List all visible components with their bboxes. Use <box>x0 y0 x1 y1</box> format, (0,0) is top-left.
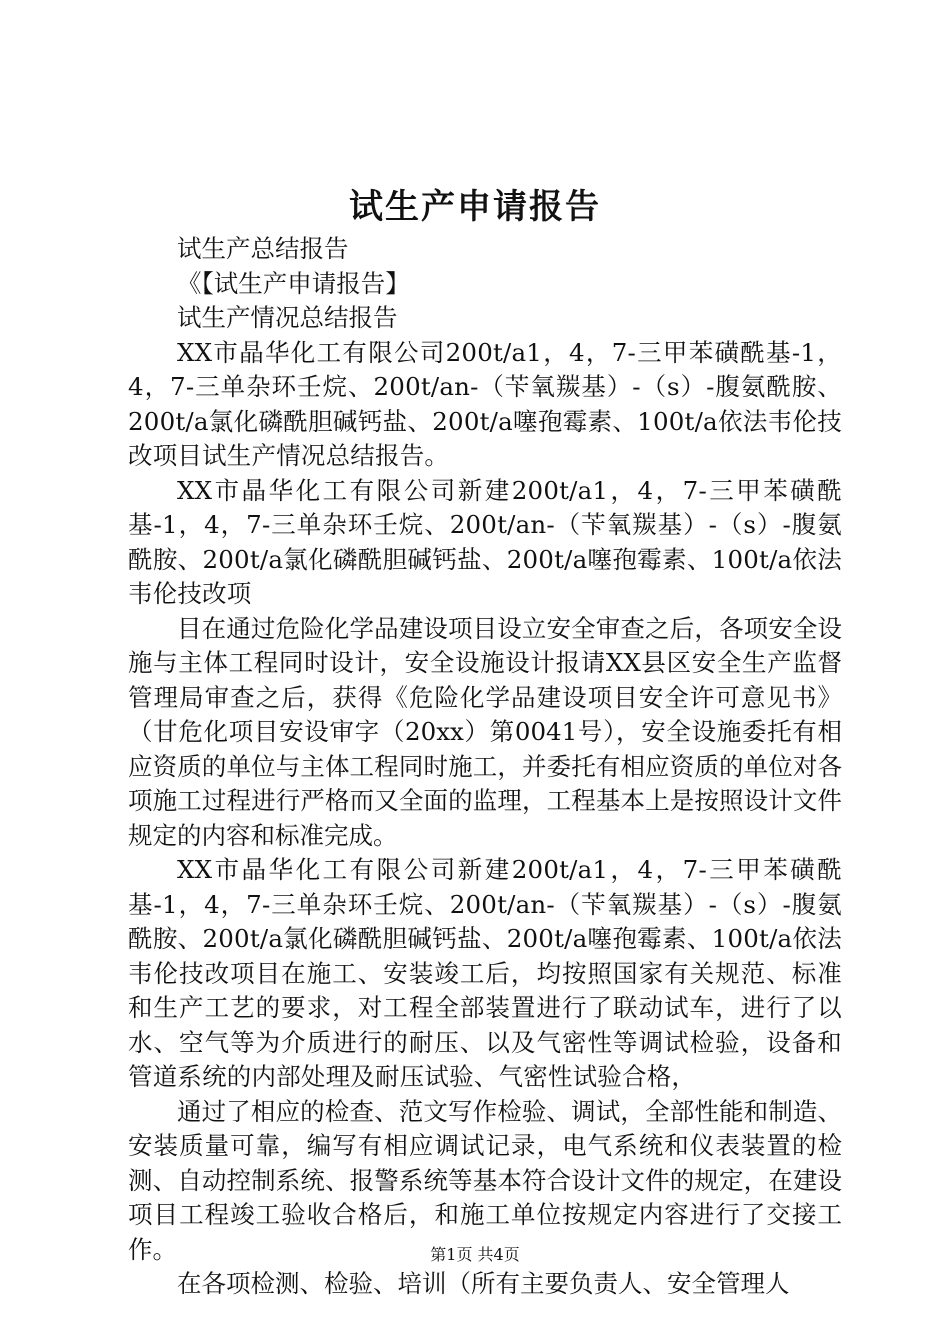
paragraph-safety-review: 目在通过危险化学品建设项目设立安全审查之后，各项安全设施与主体工程同时设计，安全设施设计报请XX县区安全生产监督管理局审查之后，获得《危险化学品建设项目安全许可意见书》（甘危化项目安设审字（20xx）第0041号），安全设施委托有相应资质的单位与主体工程同时施工，并委托有相应资质的单位对各项施工过程进行严格而又全面的监理，工程基本上是按照设计文件规定的内容和标准完成。 <box>128 613 842 850</box>
paragraph-inspection: 通过了相应的检查、范文写作检验、调试，全部性能和制造、安装质量可靠，编写有相应调试记录，电气系统和仪表装置的检测、自动控制系统、报警系统等基本符合设计文件的规定，在建设项目工程竣工验收合格后，和施工单位按规定内容进行了交接工作。 <box>128 1096 842 1264</box>
paragraph-new-project: XX市晶华化工有限公司新建200t/a1，4，7-三甲苯磺酰基-1，4，7-三单杂环壬烷、200t/an-（苄氧羰基）-（s）-腹氨酰胺、200t/a氯化磷酰胆碱钙盐、200t/a噻孢霉素、100t/a依法韦伦技改项 <box>128 475 842 608</box>
paragraph-project-intro: XX市晶华化工有限公司200t/a1，4，7-三甲苯磺酰基-1，4，7-三单杂环壬烷、200t/an-（苄氧羰基）-（s）-腹氨酰胺、200t/a氯化磷酰胆碱钙盐、200t/a噻孢霉素、100t/a依法韦伦技改项目试生产情况总结报告。 <box>128 337 842 470</box>
paragraph-report-reference: 《【试生产申请报告】 <box>177 268 410 298</box>
paragraph-summary-heading: 试生产总结报告 <box>177 234 349 263</box>
page-number-footer: 第1页 共4页 <box>430 1245 520 1264</box>
paragraph-situation-heading: 试生产情况总结报告 <box>177 303 398 332</box>
paragraph-trial-run: XX市晶华化工有限公司新建200t/a1，4，7-三甲苯磺酰基-1，4，7-三单杂环壬烷、200t/an-（苄氧羰基）-（s）-腹氨酰胺、200t/a氯化磷酰胆碱钙盐、200t/a噻孢霉素、100t/a依法韦伦技改项目在施工、安装竣工后，均按照国家有关规范、标准和生产工艺的要求，对工程全部装置进行了联动试车，进行了以水、空气等为介质进行的耐压、以及气密性等调试检验，设备和管道系统的内部处理及耐压试验、气密性试验合格， <box>128 855 842 1091</box>
paragraph-training: 在各项检测、检验、培训（所有主要负责人、安全管理人 <box>177 1269 790 1298</box>
page-title: 试生产申请报告 <box>349 187 601 227</box>
document-body <box>128 232 842 1302</box>
